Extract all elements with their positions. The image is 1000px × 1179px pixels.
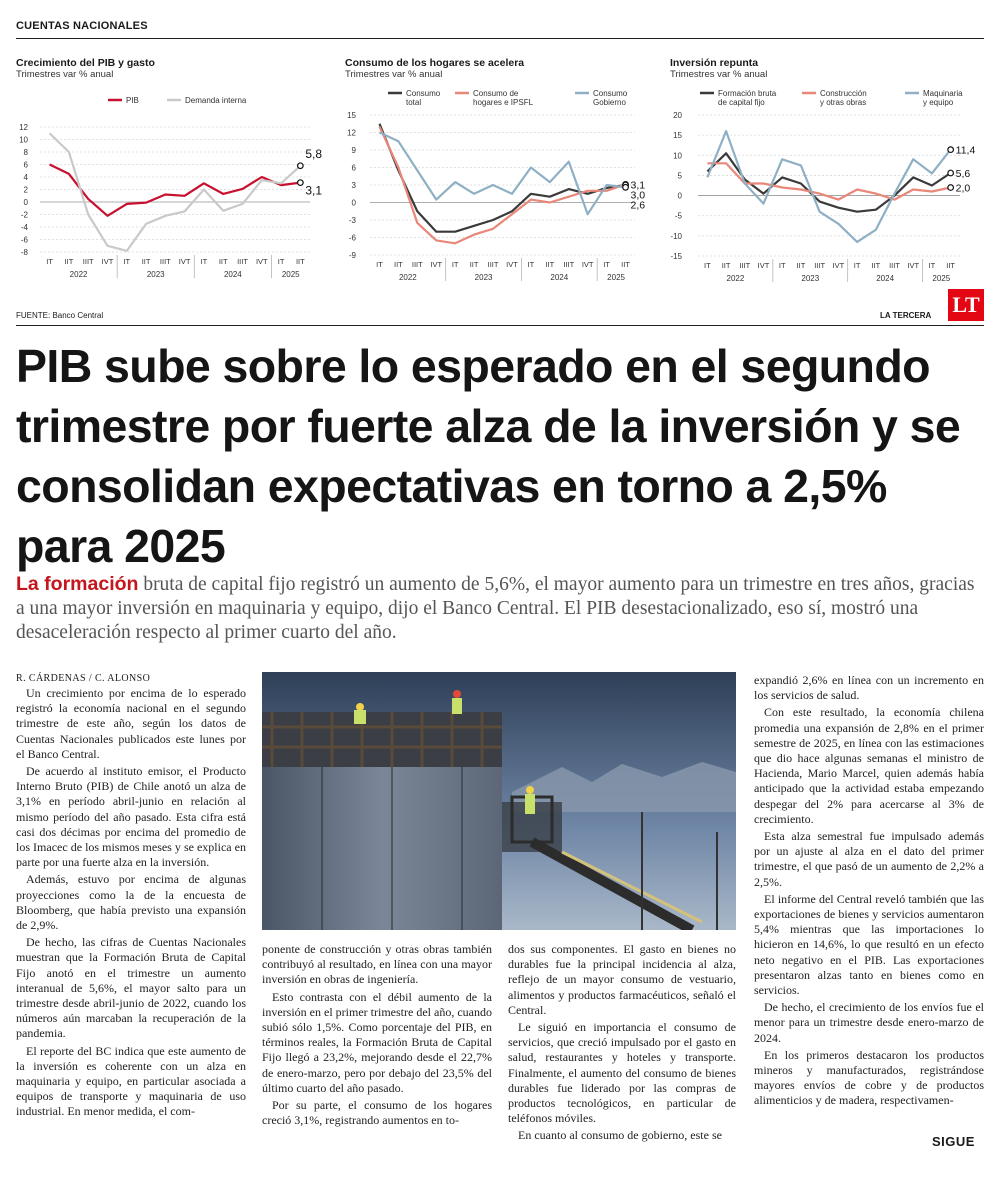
- y-tick-label: -2: [20, 210, 28, 220]
- brand-name: LA TERCERA: [880, 311, 932, 320]
- x-tick-label: IIIT: [237, 257, 248, 266]
- year-label: 2022: [726, 274, 745, 283]
- y-tick-label: 3: [351, 181, 356, 190]
- x-tick-label: IIIT: [82, 257, 94, 266]
- paragraph: Un crecimiento por encima de lo esperado registró la economía nacional en el segundo trimestre de este año, según los datos de Cuentas Nacionales publicados este lunes por el Banco Central.: [16, 686, 246, 761]
- paragraph: En cuanto al consumo de gobierno, este se: [518, 1128, 722, 1143]
- legend-label: Demanda interna: [185, 96, 247, 105]
- end-marker: [948, 147, 954, 153]
- paragraph: Esta alza semestral fue impulsado además por un ajuste al alza en el dato del primer trimestre, el que pasó de un aumento de 2,2% a 2,5%.: [754, 829, 984, 889]
- paragraph: Le siguió en importancia el consumo de servicios, que creció impulsado por el gasto en salud, restaurantes y hoteles y transporte. Finalmente, el aumento del consumo de bienes durables fue liderado por las compras de productos tecnológicos, en particular de teléfonos móviles.: [508, 1020, 736, 1126]
- chart-3-svg: [660, 85, 1000, 290]
- x-tick-label: IT: [200, 257, 208, 266]
- x-tick-label: IIIT: [487, 260, 499, 269]
- end-value-label: 5,8: [305, 146, 323, 161]
- chart-1-subtitle: Trimestres var % anual: [16, 69, 114, 80]
- x-tick-label: IVT: [832, 261, 845, 270]
- article-column-1: [16, 686, 246, 1122]
- chart-2-header: [345, 57, 645, 80]
- y-tick-label: -15: [670, 252, 682, 261]
- x-tick-label: IIIT: [159, 257, 171, 266]
- x-tick-label: IIT: [721, 261, 731, 270]
- end-value-label: 2,6: [630, 199, 646, 212]
- end-value-label: 3,1: [305, 183, 323, 198]
- year-label: 2024: [876, 274, 895, 283]
- legend-label: Formación bruta: [718, 89, 777, 98]
- x-tick-label: IVT: [178, 257, 191, 266]
- legend-label: Gobierno: [593, 98, 626, 107]
- y-tick-label: -6: [348, 233, 356, 243]
- end-value-label: 2,0: [955, 182, 971, 195]
- y-tick-label: -4: [20, 223, 28, 232]
- legend-label: hogares e IPSFL: [473, 98, 534, 107]
- year-label: 2023: [474, 273, 493, 282]
- end-marker: [298, 180, 304, 186]
- chart-1-svg: [0, 85, 330, 290]
- year-label: 2023: [146, 270, 165, 279]
- year-label: 2024: [223, 270, 242, 279]
- paragraph: El reporte del BC indica que este aumento de la inversión es coherente con un alza en maquinaria y equipo, en particular asociada a equipos de transporte y maquinaria de uso industrial. En menor medida, el com-: [16, 1043, 246, 1119]
- x-tick-label: IT: [277, 257, 285, 266]
- y-tick-label: 10: [19, 135, 28, 145]
- y-tick-label: 0: [677, 191, 682, 201]
- y-tick-label: -6: [20, 235, 28, 245]
- y-tick-label: 6: [23, 160, 28, 170]
- year-label: 2023: [801, 274, 820, 283]
- chart-2-title: Consumo de los hogares se acelera: [345, 57, 525, 69]
- legend-label: Consumo: [406, 89, 441, 98]
- y-tick-label: 15: [673, 131, 682, 141]
- x-tick-label: IVT: [430, 260, 443, 269]
- paragraph: De hecho, las cifras de Cuentas Nacionales muestran que la Formación Bruta de Capital Fijo anotó en el trimestre un aumento interanual de 5,6%, el mayor salto para un trimestre desde abril-junio de 2022, cuando los números aún marcaban la recuperación de la pandemia.: [16, 935, 246, 1041]
- paragraph: Además, estuvo por encima de algunas proyecciones como la de la encuesta de Bloomberg, que había previsto una expansión de 2,9%.: [16, 872, 246, 933]
- x-tick-label: IT: [376, 260, 383, 269]
- year-label: 2025: [932, 274, 951, 283]
- x-tick-label: IIT: [295, 257, 305, 266]
- paragraph: De acuerdo al instituto emisor, el Producto Interno Bruto (PIB) de Chile anotó un alza de 3,1% en período abril-junio en relación al mismo período del año pasado. Esta cifra está casi dos décimas por encima del promedio de los Imacec de los mismos meses y se explica en parte por una fuerte alza en la inversión.: [16, 764, 246, 870]
- series-line-1: [380, 124, 626, 232]
- x-tick-label: IT: [46, 257, 53, 266]
- chart-2-subtitle: Trimestres var % anual: [345, 69, 443, 80]
- section-tag: CUENTAS NACIONALES: [16, 20, 148, 32]
- x-tick-label: IIT: [64, 257, 74, 266]
- x-tick-label: IIIT: [563, 260, 575, 269]
- x-tick-label: IIT: [394, 260, 403, 269]
- y-tick-label: -8: [20, 248, 28, 257]
- year-label: 2024: [550, 273, 569, 282]
- x-tick-label: IT: [451, 260, 459, 269]
- x-tick-label: IVT: [255, 257, 268, 266]
- continues-label: SIGUE: [932, 1134, 975, 1149]
- byline: R. CÁRDENAS / C. ALONSO: [16, 673, 151, 684]
- article-column-2: [262, 942, 492, 1130]
- y-tick-label: 4: [23, 173, 28, 182]
- end-value-label: 3,1: [630, 179, 646, 192]
- y-tick-label: 15: [347, 111, 356, 120]
- x-tick-label: IT: [603, 260, 610, 269]
- x-tick-label: IT: [778, 261, 786, 270]
- legend-label: Consumo: [593, 89, 628, 98]
- y-tick-label: 12: [347, 128, 356, 138]
- top-divider: [16, 38, 984, 39]
- chart-2-svg: [330, 85, 660, 290]
- y-tick-label: 0: [351, 198, 356, 208]
- x-tick-label: IIT: [796, 261, 806, 270]
- legend-label: PIB: [126, 96, 139, 105]
- series-line-3: [380, 133, 626, 215]
- article-column-4: [754, 673, 984, 1111]
- x-tick-label: IIT: [621, 260, 630, 269]
- x-tick-label: IIT: [871, 261, 881, 270]
- paragraph: Esto contrasta con el débil aumento de la inversión en el primer trimestre del año, cuando subió sólo 1,5%. Como porcentaje del PIB, en términos reales, la Formación Bruta de Capital Fijo llegó a 23,2%, mejorando desde el 22,7% de enero-marzo, pero por debajo del 23,5% del último cuarto del año pasado.: [262, 989, 492, 1095]
- x-tick-label: IIIT: [411, 260, 423, 269]
- end-marker: [948, 185, 954, 191]
- x-tick-label: IVT: [757, 261, 770, 270]
- chart-3-subtitle: Trimestres var % anual: [670, 69, 768, 80]
- end-value-label: 11,4: [955, 144, 976, 157]
- x-tick-label: IT: [527, 260, 535, 269]
- x-tick-label: IIT: [218, 257, 228, 266]
- paragraph: expandió 2,6% en línea con un incremento en los servicios de salud.: [754, 673, 984, 703]
- year-label: 2025: [607, 273, 625, 282]
- y-tick-label: -10: [670, 231, 682, 241]
- x-tick-label: IVT: [907, 261, 920, 270]
- y-tick-label: 12: [19, 123, 28, 132]
- x-tick-label: IIIT: [814, 261, 826, 270]
- paragraph: ponente de construcción y otras obras también contribuyó al resultado, en línea con una mayor inversión en obras de ingeniería.: [262, 942, 492, 987]
- legend-label: y otras obras: [820, 98, 867, 107]
- year-label: 2022: [398, 273, 417, 282]
- series-line-2: [50, 133, 301, 251]
- legend-label: total: [406, 98, 422, 107]
- x-tick-label: IIIT: [739, 261, 751, 270]
- y-tick-label: -3: [348, 216, 356, 225]
- end-value-label: 3,0: [630, 189, 646, 202]
- paragraph: De hecho, el crecimiento de los envíos fue el menor para un trimestre desde enero-marzo de 2024.: [754, 1000, 984, 1045]
- deck-text: bruta de capital fijo registró un aumento de 5,6%, el mayor aumento para un trimestre en tres años, gracias a una mayor inversión en maquinaria y equipo, dijo el Banco Central. El PIB desestacionalizado, eso sí, mostró una desaceleración respecto al primer cuarto del año.: [16, 574, 975, 643]
- x-tick-label: IT: [123, 257, 131, 266]
- legend-label: Consumo de: [473, 89, 519, 98]
- year-label: 2025: [281, 270, 300, 279]
- x-tick-label: IT: [853, 261, 861, 270]
- paragraph: Con este resultado, la economía chilena promedia una expansión de 2,8% en el primer semestre de 2025, en línea con las estimaciones que dio hace algunas semanas el ministro de Hacienda, Mario Marcel, quien además había anticipado que la actividad estaba empezando despegar del 2% para acercarse al 3% de crecimiento.: [754, 705, 984, 826]
- y-tick-label: 0: [23, 198, 28, 207]
- la-tercera-logo: LT: [948, 289, 984, 321]
- paragraph: El informe del Central reveló también que las exportaciones de bienes y servicios aumentaron 5,4% mientras que las importaciones lo hicieron en 14,6%, lo que resultó en un efecto neto negativo en el PIB. Las exportaciones presentaron alzas tanto en bienes como en servicios.: [754, 891, 984, 998]
- x-tick-label: IIT: [141, 257, 151, 266]
- year-label: 2022: [69, 270, 88, 279]
- y-tick-label: 2: [23, 185, 28, 195]
- chart-3-header: [670, 57, 970, 80]
- paragraph: En los primeros destacaron los productos mineros y manufacturados, registrándose mayores envíos de cobre y de productos alimenticios y de madera, respectivamen-: [754, 1047, 984, 1108]
- legend-label: Maquinaria: [923, 89, 963, 98]
- construction-photo: [262, 672, 736, 930]
- legend-label: Construcción: [820, 89, 867, 98]
- y-tick-label: -9: [348, 251, 356, 260]
- chart-1-title: Crecimiento del PIB y gasto: [16, 57, 155, 69]
- article-column-3: [508, 942, 736, 1146]
- end-value-label: 5,6: [955, 168, 971, 181]
- charts-divider: [16, 325, 984, 326]
- paragraph: dos sus componentes. El gasto en bienes no durables fue la principal incidencia al alza, reflejo de un mayor consumo de vestuario, alimentos y productos farmacéuticos, señaló el Central.: [508, 942, 736, 1017]
- x-tick-label: IVT: [101, 257, 114, 266]
- chart-1-header: [16, 57, 336, 80]
- x-tick-label: IIT: [946, 261, 956, 270]
- headline: PIB sube sobre lo esperado en el segundo trimestre por fuerte alza de la inversión y se consolidan expectativas en torno a 2,5% para 2025: [16, 340, 961, 572]
- y-tick-label: 9: [351, 146, 356, 155]
- legend-label: de capital fijo: [718, 98, 765, 107]
- end-marker: [298, 163, 304, 169]
- paragraph: Por su parte, el consumo de los hogares creció 3,1%, registrando aumentos en to-: [262, 1098, 492, 1128]
- end-marker: [623, 185, 629, 191]
- y-tick-label: 20: [673, 111, 682, 120]
- y-tick-label: 8: [23, 148, 28, 157]
- x-tick-label: IIIT: [889, 261, 900, 270]
- x-tick-label: IT: [704, 261, 711, 270]
- source-note: FUENTE: Banco Central: [16, 311, 104, 320]
- x-tick-label: IIT: [545, 260, 555, 269]
- y-tick-label: 6: [351, 163, 356, 173]
- series-line-3: [707, 131, 950, 242]
- x-tick-label: IIT: [469, 260, 479, 269]
- x-tick-label: IVT: [581, 260, 594, 269]
- y-tick-label: 10: [673, 151, 682, 161]
- x-tick-label: IVT: [506, 260, 518, 269]
- chart-3-title: Inversión repunta: [670, 57, 759, 69]
- x-tick-label: IT: [928, 261, 936, 270]
- legend-label: y equipo: [923, 98, 954, 107]
- deck: [16, 572, 984, 645]
- y-tick-label: 5: [677, 171, 682, 181]
- end-marker: [948, 170, 954, 176]
- y-tick-label: -5: [674, 211, 682, 221]
- deck-lead: La formación: [16, 573, 139, 595]
